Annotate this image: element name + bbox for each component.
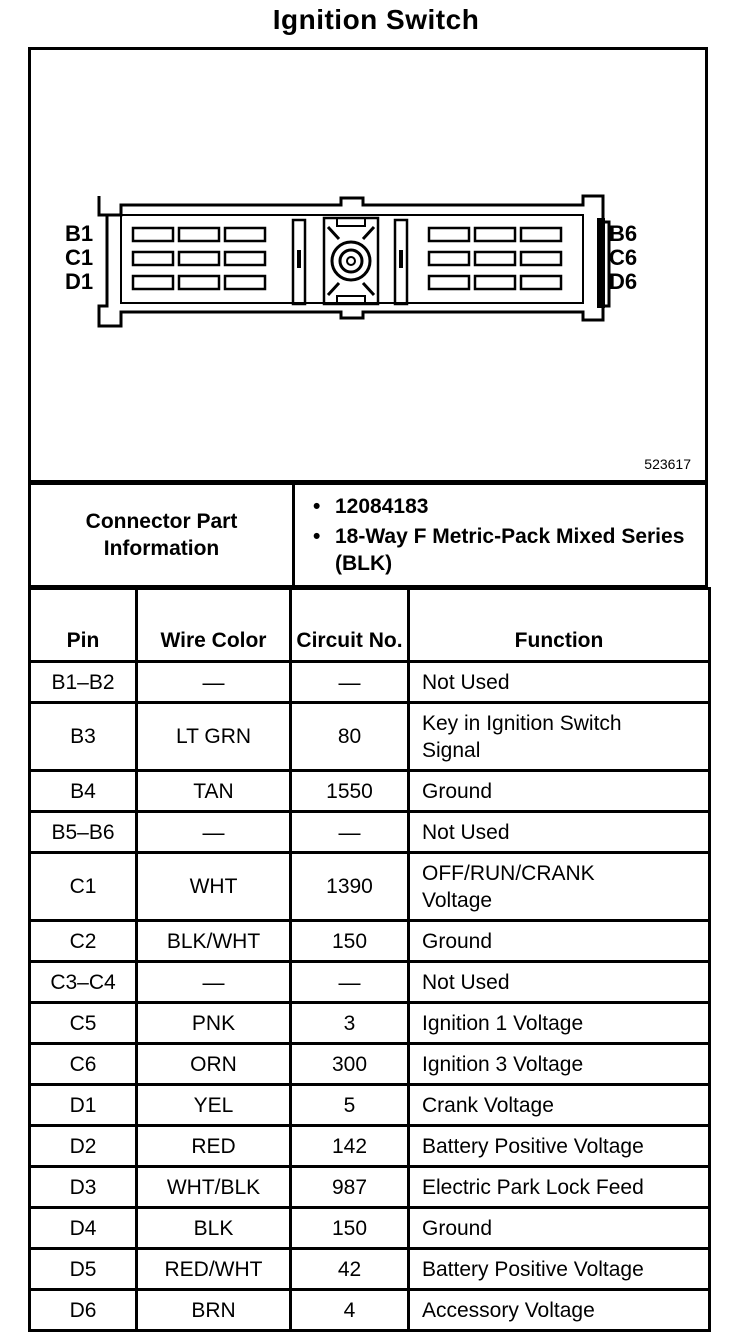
wire-color-cell: BLK/WHT — [137, 921, 291, 962]
table-row — [30, 853, 710, 921]
pin-label-c1: C1 — [65, 245, 94, 270]
table-row — [30, 921, 710, 962]
pin-cell: C5 — [30, 1003, 137, 1044]
circuit-cell: 3 — [291, 1003, 409, 1044]
connector-diagram — [28, 47, 708, 483]
circuit-cell: 42 — [291, 1249, 409, 1290]
pin-cell: B1–B2 — [30, 662, 137, 703]
circuit-cell: 150 — [291, 1208, 409, 1249]
part-number: • 12084183 — [335, 493, 705, 520]
table-row — [30, 1208, 710, 1249]
table-row — [30, 703, 710, 771]
function-cell: Ignition 3 Voltage — [409, 1044, 710, 1085]
table-row — [30, 1167, 710, 1208]
page-title: Ignition Switch — [272, 4, 480, 35]
function-cell: Ground — [409, 921, 710, 962]
figure-number: 523617 — [644, 456, 691, 472]
pin-cell: D5 — [30, 1249, 137, 1290]
table-row — [30, 1003, 710, 1044]
pin-cell: C6 — [30, 1044, 137, 1085]
pin-label-b6: B6 — [609, 221, 638, 246]
pin-label-d1: D1 — [65, 269, 94, 294]
circuit-cell: 80 — [291, 703, 409, 771]
pin-cell: D4 — [30, 1208, 137, 1249]
circuit-cell: 1390 — [291, 853, 409, 921]
circuit-cell: 142 — [291, 1126, 409, 1167]
wire-color-cell: — — [137, 812, 291, 853]
table-row — [30, 662, 710, 703]
circuit-cell: 150 — [291, 921, 409, 962]
function-cell: Battery Positive Voltage — [409, 1126, 710, 1167]
circuit-cell: 987 — [291, 1167, 409, 1208]
pin-label-c6: C6 — [609, 245, 638, 270]
wire-color-cell: TAN — [137, 771, 291, 812]
connector-left-labels — [65, 222, 93, 294]
table-row — [30, 1126, 710, 1167]
wire-color-cell: ORN — [137, 1044, 291, 1085]
circuit-cell: — — [291, 662, 409, 703]
wire-color-cell: BRN — [137, 1290, 291, 1331]
function-cell: Ignition 1 Voltage — [409, 1003, 710, 1044]
circuit-cell: 1550 — [291, 771, 409, 812]
pin-cell: B5–B6 — [30, 812, 137, 853]
pin-cell: C1 — [30, 853, 137, 921]
circuit-cell: 4 — [291, 1290, 409, 1331]
circuit-cell: 300 — [291, 1044, 409, 1085]
header-circuit-no: Circuit No. — [291, 589, 409, 662]
wire-color-cell: WHT/BLK — [137, 1167, 291, 1208]
wire-color-cell: LT GRN — [137, 703, 291, 771]
pin-label-d6: D6 — [609, 269, 638, 294]
pinout-table — [28, 587, 711, 1332]
connector-type: • 18-Way F Metric-Pack Mixed Series (BLK) — [335, 523, 705, 577]
function-cell: OFF/RUN/CRANK Voltage — [409, 853, 710, 921]
connector-info-label: Connector Part Information — [30, 484, 294, 587]
pin-cell: B4 — [30, 771, 137, 812]
table-row — [30, 771, 710, 812]
pin-label-b1: B1 — [65, 221, 94, 246]
pin-cell: C2 — [30, 921, 137, 962]
pin-cell: D3 — [30, 1167, 137, 1208]
pin-cell: C3–C4 — [30, 962, 137, 1003]
function-cell: Crank Voltage — [409, 1085, 710, 1126]
function-cell: Battery Positive Voltage — [409, 1249, 710, 1290]
table-row — [30, 1085, 710, 1126]
function-cell: Ground — [409, 1208, 710, 1249]
table-row — [30, 1044, 710, 1085]
wire-color-cell: WHT — [137, 853, 291, 921]
connector-face-drawing — [31, 50, 705, 480]
wire-color-cell: YEL — [137, 1085, 291, 1126]
wire-color-cell: PNK — [137, 1003, 291, 1044]
function-cell: Not Used — [409, 962, 710, 1003]
circuit-cell: — — [291, 962, 409, 1003]
table-row — [30, 812, 710, 853]
connector-info-table — [28, 482, 708, 588]
header-function: Function — [409, 589, 710, 662]
circuit-cell: 5 — [291, 1085, 409, 1126]
header-pin: Pin — [30, 589, 137, 662]
wire-color-cell: RED/WHT — [137, 1249, 291, 1290]
wire-color-cell: RED — [137, 1126, 291, 1167]
function-cell: Ground — [409, 771, 710, 812]
function-cell: Key in Ignition Switch Signal — [409, 703, 710, 771]
table-row — [30, 1249, 710, 1290]
pin-cell: D6 — [30, 1290, 137, 1331]
function-cell: Electric Park Lock Feed — [409, 1167, 710, 1208]
function-cell: Not Used — [409, 812, 710, 853]
function-cell: Not Used — [409, 662, 710, 703]
circuit-cell: — — [291, 812, 409, 853]
pin-cell: D2 — [30, 1126, 137, 1167]
pin-cell: D1 — [30, 1085, 137, 1126]
wire-color-cell: — — [137, 962, 291, 1003]
wire-color-cell: BLK — [137, 1208, 291, 1249]
connector-info-details — [294, 484, 707, 587]
wire-color-cell: — — [137, 662, 291, 703]
table-row — [30, 1290, 710, 1331]
table-row — [30, 962, 710, 1003]
header-wire-color: Wire Color — [137, 589, 291, 662]
connector-right-labels — [609, 222, 637, 294]
function-cell: Accessory Voltage — [409, 1290, 710, 1331]
pin-cell: B3 — [30, 703, 137, 771]
